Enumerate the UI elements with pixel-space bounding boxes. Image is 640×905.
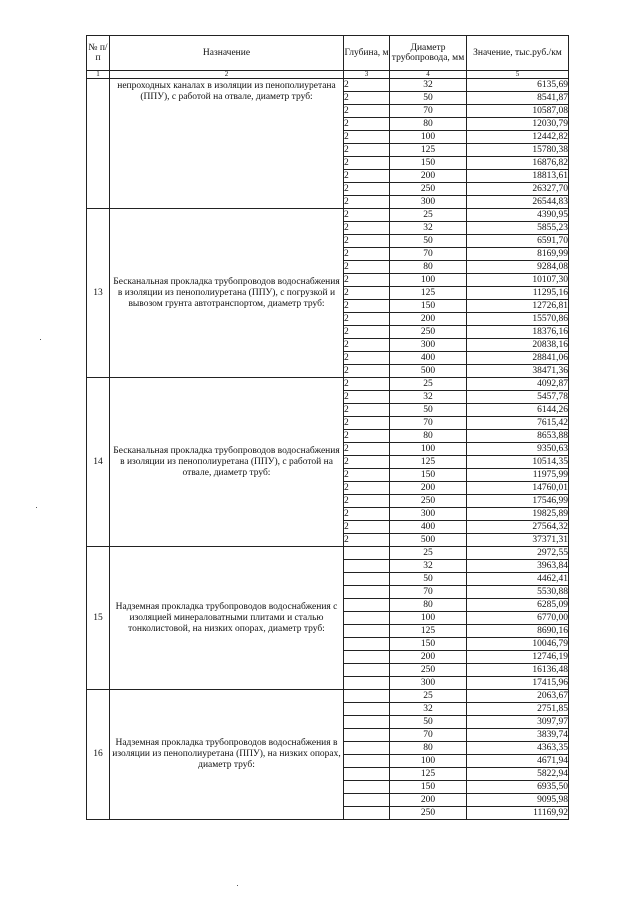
table-row [87,378,569,391]
diameter-cell: 250 [390,183,467,196]
diameter-cell: 50 [390,92,467,105]
depth-cell: 2 [344,456,390,469]
diameter-cell: 150 [390,157,467,170]
table-row [87,690,569,703]
value-cell: 15570,86 [467,313,569,326]
diameter-cell: 400 [390,521,467,534]
diameter-cell: 300 [390,508,467,521]
value-cell: 3839,74 [467,729,569,742]
diameter-cell: 200 [390,170,467,183]
header-value: Значение, тыс.руб./км [467,36,569,71]
value-cell: 5457,78 [467,391,569,404]
diameter-cell: 150 [390,469,467,482]
depth-cell [344,729,390,742]
diameter-cell: 32 [390,703,467,716]
value-cell: 7615,42 [467,417,569,430]
diameter-cell: 80 [390,118,467,131]
depth-cell: 2 [344,183,390,196]
value-cell: 18376,16 [467,326,569,339]
column-number: 5 [467,71,569,79]
value-cell: 6770,00 [467,612,569,625]
depth-cell: 2 [344,482,390,495]
depth-cell: 2 [344,274,390,287]
depth-cell [344,794,390,807]
depth-cell [344,755,390,768]
value-cell: 2972,55 [467,547,569,560]
diameter-cell: 200 [390,313,467,326]
diameter-cell: 125 [390,144,467,157]
diameter-cell: 25 [390,547,467,560]
depth-cell [344,638,390,651]
value-cell: 11975,99 [467,469,569,482]
depth-cell: 2 [344,79,390,92]
value-cell: 26544,83 [467,196,569,209]
diameter-cell: 80 [390,742,467,755]
value-cell: 11169,92 [467,807,569,820]
value-cell: 8541,87 [467,92,569,105]
depth-cell: 2 [344,508,390,521]
depth-cell: 2 [344,495,390,508]
value-cell: 6591,70 [467,235,569,248]
value-cell: 4462,41 [467,573,569,586]
value-cell: 27564,32 [467,521,569,534]
table-body [87,79,569,820]
diameter-cell: 150 [390,638,467,651]
depth-cell [344,586,390,599]
value-cell: 6144,26 [467,404,569,417]
value-cell: 19825,89 [467,508,569,521]
depth-cell [344,807,390,820]
depth-cell [344,768,390,781]
value-cell: 37371,31 [467,534,569,547]
value-cell: 4390,95 [467,209,569,222]
value-cell: 2751,85 [467,703,569,716]
table-row [87,209,569,222]
diameter-cell: 150 [390,781,467,794]
value-cell: 8690,16 [467,625,569,638]
diameter-cell: 250 [390,495,467,508]
diameter-cell: 300 [390,196,467,209]
diameter-cell: 70 [390,586,467,599]
value-cell: 9350,63 [467,443,569,456]
value-cell: 12442,82 [467,131,569,144]
depth-cell [344,651,390,664]
diameter-cell: 80 [390,599,467,612]
diameter-cell: 250 [390,326,467,339]
depth-cell: 2 [344,443,390,456]
value-cell: 15780,38 [467,144,569,157]
diameter-cell: 300 [390,339,467,352]
diameter-cell: 32 [390,79,467,92]
diameter-cell: 50 [390,404,467,417]
depth-cell: 2 [344,248,390,261]
diameter-cell: 200 [390,794,467,807]
depth-cell [344,677,390,690]
depth-cell [344,742,390,755]
value-cell: 38471,36 [467,365,569,378]
value-cell: 5855,23 [467,222,569,235]
value-cell: 3963,84 [467,560,569,573]
diameter-cell: 200 [390,651,467,664]
depth-cell [344,664,390,677]
header-name: Назначение [110,36,344,71]
value-cell: 6935,50 [467,781,569,794]
diameter-cell: 32 [390,560,467,573]
depth-cell: 2 [344,287,390,300]
scan-speck [36,507,37,508]
diameter-cell: 300 [390,677,467,690]
depth-cell: 2 [344,378,390,391]
depth-cell: 2 [344,300,390,313]
column-number: 3 [344,71,390,79]
diameter-cell: 125 [390,625,467,638]
value-cell: 4363,35 [467,742,569,755]
value-cell: 28841,06 [467,352,569,365]
depth-cell: 2 [344,235,390,248]
depth-cell: 2 [344,417,390,430]
diameter-cell: 500 [390,534,467,547]
value-cell: 9284,08 [467,261,569,274]
value-cell: 5530,88 [467,586,569,599]
diameter-cell: 250 [390,807,467,820]
value-cell: 10587,08 [467,105,569,118]
depth-cell [344,560,390,573]
diameter-cell: 70 [390,729,467,742]
depth-cell [344,625,390,638]
depth-cell: 2 [344,404,390,417]
diameter-cell: 200 [390,482,467,495]
header-diameter: Диаметр трубопровода, мм [390,36,467,71]
diameter-cell: 150 [390,300,467,313]
diameter-cell: 80 [390,261,467,274]
depth-cell [344,781,390,794]
depth-cell: 2 [344,534,390,547]
item-description: Надземная прокладка трубопроводов водоснабжения с изоляцией минераловатными плитами и сталью тонколистовой, на низких опорах, диаметр труб: [110,547,344,690]
table-row [87,79,569,92]
value-cell: 6135,69 [467,79,569,92]
value-cell: 8653,88 [467,430,569,443]
diameter-cell: 100 [390,612,467,625]
cost-table [86,35,569,820]
diameter-cell: 400 [390,352,467,365]
value-cell: 11295,16 [467,287,569,300]
item-number [87,79,110,209]
depth-cell: 2 [344,105,390,118]
depth-cell [344,599,390,612]
depth-cell [344,703,390,716]
depth-cell [344,612,390,625]
item-description: Надземная прокладка трубопроводов водоснабжения в изоляции из пенополиуретана (ППУ), на низких опорах, диаметр труб: [110,690,344,820]
value-cell: 12746,19 [467,651,569,664]
diameter-cell: 32 [390,222,467,235]
value-cell: 10514,35 [467,456,569,469]
diameter-cell: 32 [390,391,467,404]
diameter-cell: 125 [390,287,467,300]
depth-cell: 2 [344,209,390,222]
value-cell: 16136,48 [467,664,569,677]
depth-cell: 2 [344,118,390,131]
diameter-cell: 70 [390,248,467,261]
diameter-cell: 25 [390,690,467,703]
depth-cell: 2 [344,365,390,378]
depth-cell: 2 [344,313,390,326]
value-cell: 26327,70 [467,183,569,196]
depth-cell: 2 [344,170,390,183]
value-cell: 12030,79 [467,118,569,131]
header-depth: Глубина, м [344,36,390,71]
item-number: 16 [87,690,110,820]
depth-cell: 2 [344,469,390,482]
scan-speck [40,339,41,340]
column-number-row [87,71,569,79]
depth-cell: 2 [344,144,390,157]
diameter-cell: 125 [390,456,467,469]
column-number: 2 [110,71,344,79]
value-cell: 10107,30 [467,274,569,287]
diameter-cell: 70 [390,105,467,118]
scan-speck [237,885,238,886]
header-row [87,36,569,71]
value-cell: 14760,01 [467,482,569,495]
diameter-cell: 25 [390,209,467,222]
header-no: № п/п [87,36,110,71]
diameter-cell: 125 [390,768,467,781]
diameter-cell: 100 [390,443,467,456]
value-cell: 20838,16 [467,339,569,352]
depth-cell [344,690,390,703]
depth-cell: 2 [344,391,390,404]
depth-cell: 2 [344,352,390,365]
item-description: Бесканальная прокладка трубопроводов водоснабжения в изоляции из пенополиуретана (ППУ), с работой на отвале, диаметр труб: [110,378,344,547]
diameter-cell: 25 [390,378,467,391]
value-cell: 5822,94 [467,768,569,781]
depth-cell: 2 [344,131,390,144]
depth-cell: 2 [344,339,390,352]
depth-cell: 2 [344,521,390,534]
value-cell: 4092,87 [467,378,569,391]
depth-cell [344,716,390,729]
diameter-cell: 250 [390,664,467,677]
value-cell: 6285,09 [467,599,569,612]
column-number: 1 [87,71,110,79]
depth-cell: 2 [344,430,390,443]
value-cell: 16876,82 [467,157,569,170]
value-cell: 18813,61 [467,170,569,183]
diameter-cell: 500 [390,365,467,378]
depth-cell: 2 [344,326,390,339]
depth-cell: 2 [344,92,390,105]
diameter-cell: 50 [390,573,467,586]
value-cell: 3097,97 [467,716,569,729]
depth-cell [344,573,390,586]
diameter-cell: 80 [390,430,467,443]
diameter-cell: 70 [390,417,467,430]
item-number: 14 [87,378,110,547]
depth-cell: 2 [344,157,390,170]
depth-cell: 2 [344,222,390,235]
value-cell: 2063,67 [467,690,569,703]
value-cell: 4671,94 [467,755,569,768]
item-description: Бесканальная прокладка трубопроводов водоснабжения в изоляции из пенополиуретана (ППУ), с погрузкой и вывозом грунта автотранспортом, диаметр труб: [110,209,344,378]
item-number: 15 [87,547,110,690]
table-row [87,547,569,560]
item-description: непроходных каналах в изоляции из пенополиуретана (ППУ), с работой на отвале, диаметр труб: [110,79,344,209]
value-cell: 8169,99 [467,248,569,261]
column-number: 4 [390,71,467,79]
diameter-cell: 100 [390,131,467,144]
value-cell: 10046,79 [467,638,569,651]
value-cell: 9095,98 [467,794,569,807]
value-cell: 12726,81 [467,300,569,313]
diameter-cell: 100 [390,274,467,287]
value-cell: 17415,96 [467,677,569,690]
diameter-cell: 100 [390,755,467,768]
item-number: 13 [87,209,110,378]
diameter-cell: 50 [390,235,467,248]
depth-cell: 2 [344,261,390,274]
diameter-cell: 50 [390,716,467,729]
value-cell: 17546,99 [467,495,569,508]
depth-cell: 2 [344,196,390,209]
depth-cell [344,547,390,560]
